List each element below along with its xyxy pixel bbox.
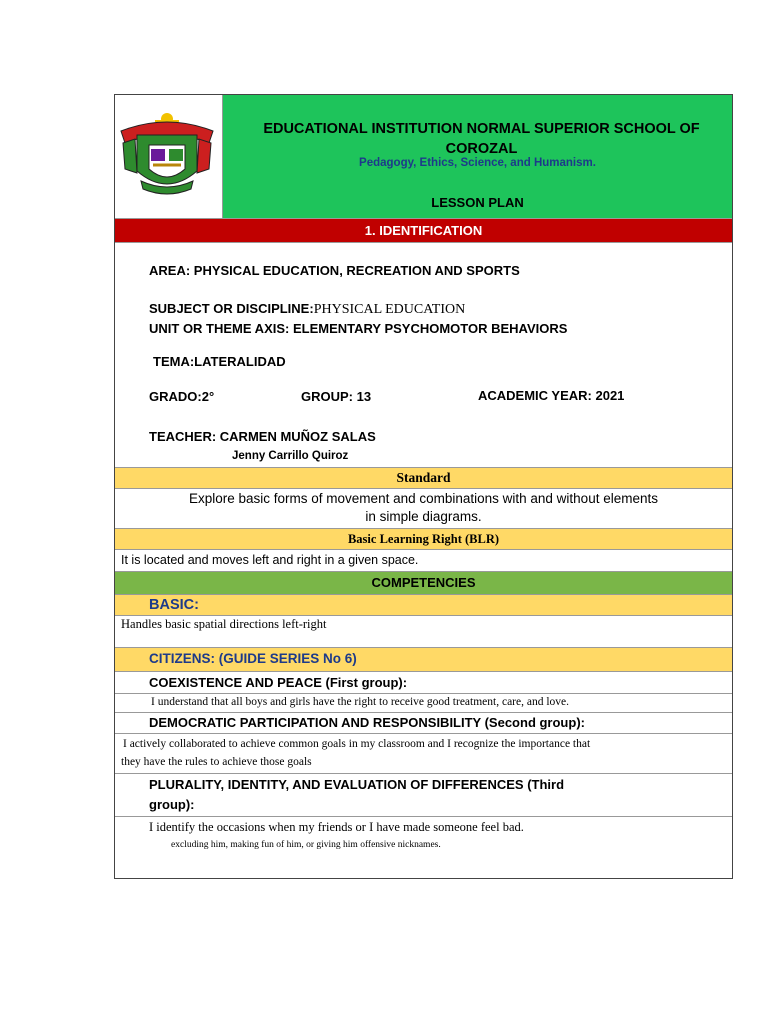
- democratic-heading: [115, 712, 732, 733]
- competencies-label: COMPETENCIES: [371, 575, 476, 590]
- blr-body: [115, 549, 732, 571]
- area-line: AREA: PHYSICAL EDUCATION, RECREATION AND SPORTS: [149, 263, 520, 278]
- tema-line: TEMA:LATERALIDAD: [153, 354, 286, 369]
- democratic-label: DEMOCRATIC PARTICIPATION AND RESPONSIBILITY (Second group):: [149, 715, 585, 730]
- basic-bar: [115, 594, 732, 615]
- competencies-bar: [115, 571, 732, 594]
- identification-section-bar: [115, 218, 732, 242]
- school-crest-logo: [119, 109, 215, 199]
- plurality-text-line2: excluding him, making fun of him, or giving him offensive nicknames.: [171, 840, 441, 850]
- democratic-text-line1: I actively collaborated to achieve common goals in my classroom and I recognize the importance that: [123, 738, 591, 750]
- citizens-bar: [115, 647, 732, 671]
- document-type: LESSON PLAN: [431, 195, 524, 210]
- logo-cell: [115, 95, 223, 218]
- standard-text-line1: Explore basic forms of movement and combinations with and without elements: [189, 491, 658, 506]
- header-banner: [223, 95, 732, 218]
- identification-title: 1. IDENTIFICATION: [364, 223, 483, 238]
- basic-text: Handles basic spatial directions left-right: [121, 617, 327, 631]
- coexistence-heading: [115, 671, 732, 693]
- coexistence-label: COEXISTENCE AND PEACE (First group):: [149, 675, 408, 690]
- blr-bar: [115, 528, 732, 549]
- lesson-plan-document: [114, 94, 733, 879]
- standard-text-line2: in simple diagrams.: [365, 509, 482, 524]
- plurality-label-line2: group):: [149, 797, 195, 812]
- plurality-text-line1: I identify the occasions when my friends or I have made someone feel bad.: [149, 820, 524, 834]
- teacher2-line: Jenny Carrillo Quiroz: [232, 450, 349, 462]
- coexistence-body: [115, 693, 732, 712]
- academic-year-line: ACADEMIC YEAR: 2021: [478, 388, 625, 403]
- coexistence-text: I understand that all boys and girls have the right to receive good treatment, care, and love.: [151, 696, 570, 708]
- group-line: GROUP: 13: [301, 389, 372, 404]
- blr-label: Basic Learning Right (BLR): [347, 532, 500, 546]
- institution-name: EDUCATIONAL INSTITUTION NORMAL SUPERIOR SCHOOL OF COROZAL: [263, 121, 700, 157]
- standard-label: Standard: [396, 470, 451, 485]
- basic-body: [115, 615, 732, 647]
- unit-line: UNIT OR THEME AXIS: ELEMENTARY PSYCHOMOTOR BEHAVIORS: [149, 321, 568, 336]
- standard-bar: [115, 467, 732, 488]
- plurality-label-line1: PLURALITY, IDENTITY, AND EVALUATION OF DIFFERENCES (Third: [149, 777, 565, 792]
- teacher-line: TEACHER: CARMEN MUÑOZ SALAS: [149, 429, 376, 444]
- plurality-heading: [115, 773, 732, 816]
- subject-value: PHYSICAL EDUCATION: [313, 302, 466, 317]
- citizens-label: CITIZENS: (GUIDE SERIES No 6): [149, 651, 357, 666]
- subject-line: [149, 301, 465, 318]
- plurality-body: [115, 816, 732, 878]
- grado-line: GRADO:2°: [149, 389, 215, 404]
- institution-motto: Pedagogy, Ethics, Science, and Humanism.: [359, 157, 596, 169]
- standard-body: [115, 488, 732, 528]
- identification-body: [115, 242, 732, 467]
- democratic-body: [115, 733, 732, 773]
- subject-label: SUBJECT OR DISCIPLINE:: [149, 301, 314, 316]
- democratic-text-line2: they have the rules to achieve those goals: [121, 756, 312, 768]
- blr-text: It is located and moves left and right in a given space.: [121, 553, 419, 567]
- basic-label: BASIC:: [149, 597, 199, 613]
